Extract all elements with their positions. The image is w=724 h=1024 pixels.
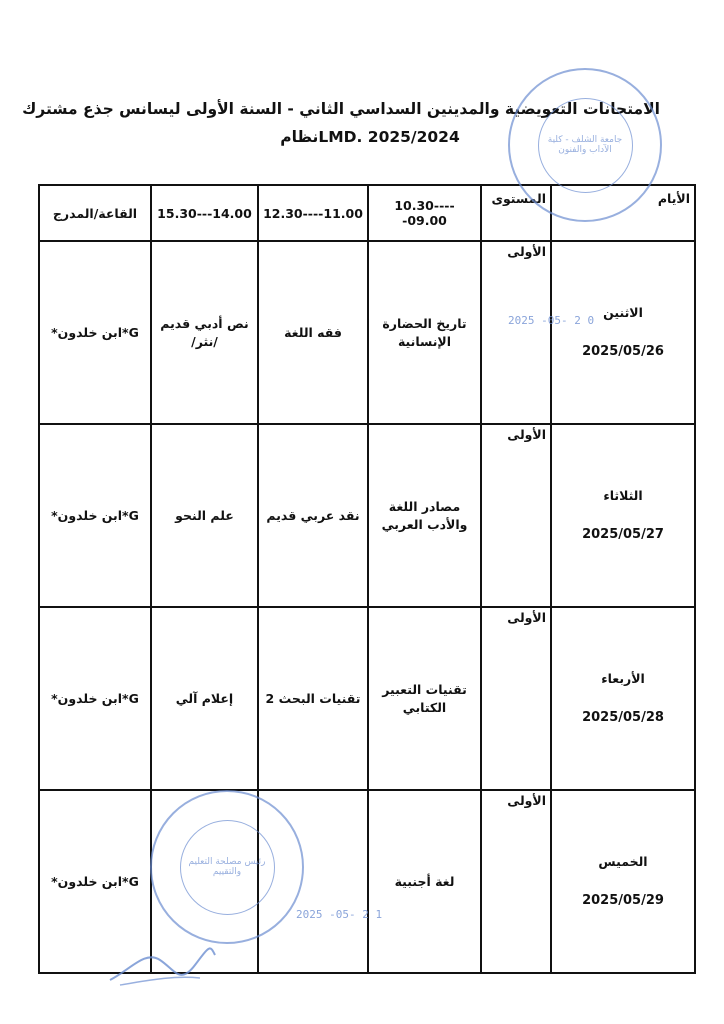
slot3-cell: إعلام آلي bbox=[151, 607, 258, 790]
signature-scribble bbox=[100, 930, 220, 990]
stamp-inner bbox=[180, 820, 275, 915]
room-cell: G*ابن خلدون* bbox=[39, 607, 151, 790]
day-date: 2025/05/26 bbox=[582, 344, 664, 360]
level-label: الأولى bbox=[507, 793, 546, 808]
header-room: القاعة/المدرج bbox=[39, 185, 151, 241]
header-slot3: 15.30---14.00 bbox=[151, 185, 258, 241]
day-name: الثلاثاء bbox=[603, 487, 643, 503]
day-date: 2025/05/29 bbox=[582, 893, 664, 909]
official-stamp-bottom bbox=[150, 790, 304, 944]
level-label: الأولى bbox=[507, 244, 546, 259]
header-slot1: 10.30-----09.00 bbox=[368, 185, 481, 241]
level-cell bbox=[481, 241, 551, 424]
table-row bbox=[39, 607, 695, 790]
slot3-cell: نص أدبي قديم /نثر/ bbox=[151, 241, 258, 424]
date-stamp: 2025 -05- 2 1 bbox=[296, 908, 383, 921]
document-subtitle: نظامLMD. 2025/2024 bbox=[280, 128, 460, 146]
table-row bbox=[39, 424, 695, 607]
document-title: الامتحانات التعويضية والمدينين السداسي الثاني - السنة الأولى ليسانس جذع مشترك bbox=[22, 100, 660, 118]
date-stamp: 2025 -05- 2 0 bbox=[508, 314, 595, 327]
stamp-text: جامعة الشلف - كلية الآداب والفنون bbox=[547, 135, 623, 155]
stamp-inner bbox=[538, 98, 633, 193]
level-cell bbox=[481, 607, 551, 790]
stamp-text: رئيس مصلحة التعليم والتقييم bbox=[188, 857, 266, 877]
header-level: المستوى bbox=[481, 185, 551, 241]
level-label: الأولى bbox=[507, 427, 546, 442]
level-cell bbox=[481, 424, 551, 607]
day-name: الأربعاء bbox=[601, 670, 645, 686]
header-days: الأيام bbox=[551, 185, 695, 241]
level-label: الأولى bbox=[507, 610, 546, 625]
official-stamp-top bbox=[508, 68, 662, 222]
slot2-cell: نقد عربي قديم bbox=[258, 424, 368, 607]
day-name: الاثنين bbox=[603, 304, 643, 320]
slot1-cell: لغة أجنبية bbox=[368, 790, 481, 973]
room-cell: G*ابن خلدون* bbox=[39, 241, 151, 424]
day-date: 2025/05/28 bbox=[582, 710, 664, 726]
room-cell: G*ابن خلدون* bbox=[39, 424, 151, 607]
header-slot2: 12.30----11.00 bbox=[258, 185, 368, 241]
exam-schedule-table bbox=[38, 184, 696, 974]
day-date: 2025/05/27 bbox=[582, 527, 664, 543]
day-cell bbox=[551, 424, 695, 607]
day-cell bbox=[551, 607, 695, 790]
day-name: الخميس bbox=[598, 853, 648, 869]
room-cell: G*ابن خلدون* bbox=[39, 790, 151, 973]
slot1-cell: مصادر اللغة والأدب العربي bbox=[368, 424, 481, 607]
slot1-cell: تقنيات التعبير الكتابي bbox=[368, 607, 481, 790]
slot2-cell: تقنيات البحث 2 bbox=[258, 607, 368, 790]
slot1-cell: تاريخ الحضارة الإنسانية bbox=[368, 241, 481, 424]
slot3-cell: علم النحو bbox=[151, 424, 258, 607]
day-cell bbox=[551, 790, 695, 973]
slot2-cell: فقه اللغة bbox=[258, 241, 368, 424]
level-cell bbox=[481, 790, 551, 973]
day-cell bbox=[551, 241, 695, 424]
table-row bbox=[39, 241, 695, 424]
